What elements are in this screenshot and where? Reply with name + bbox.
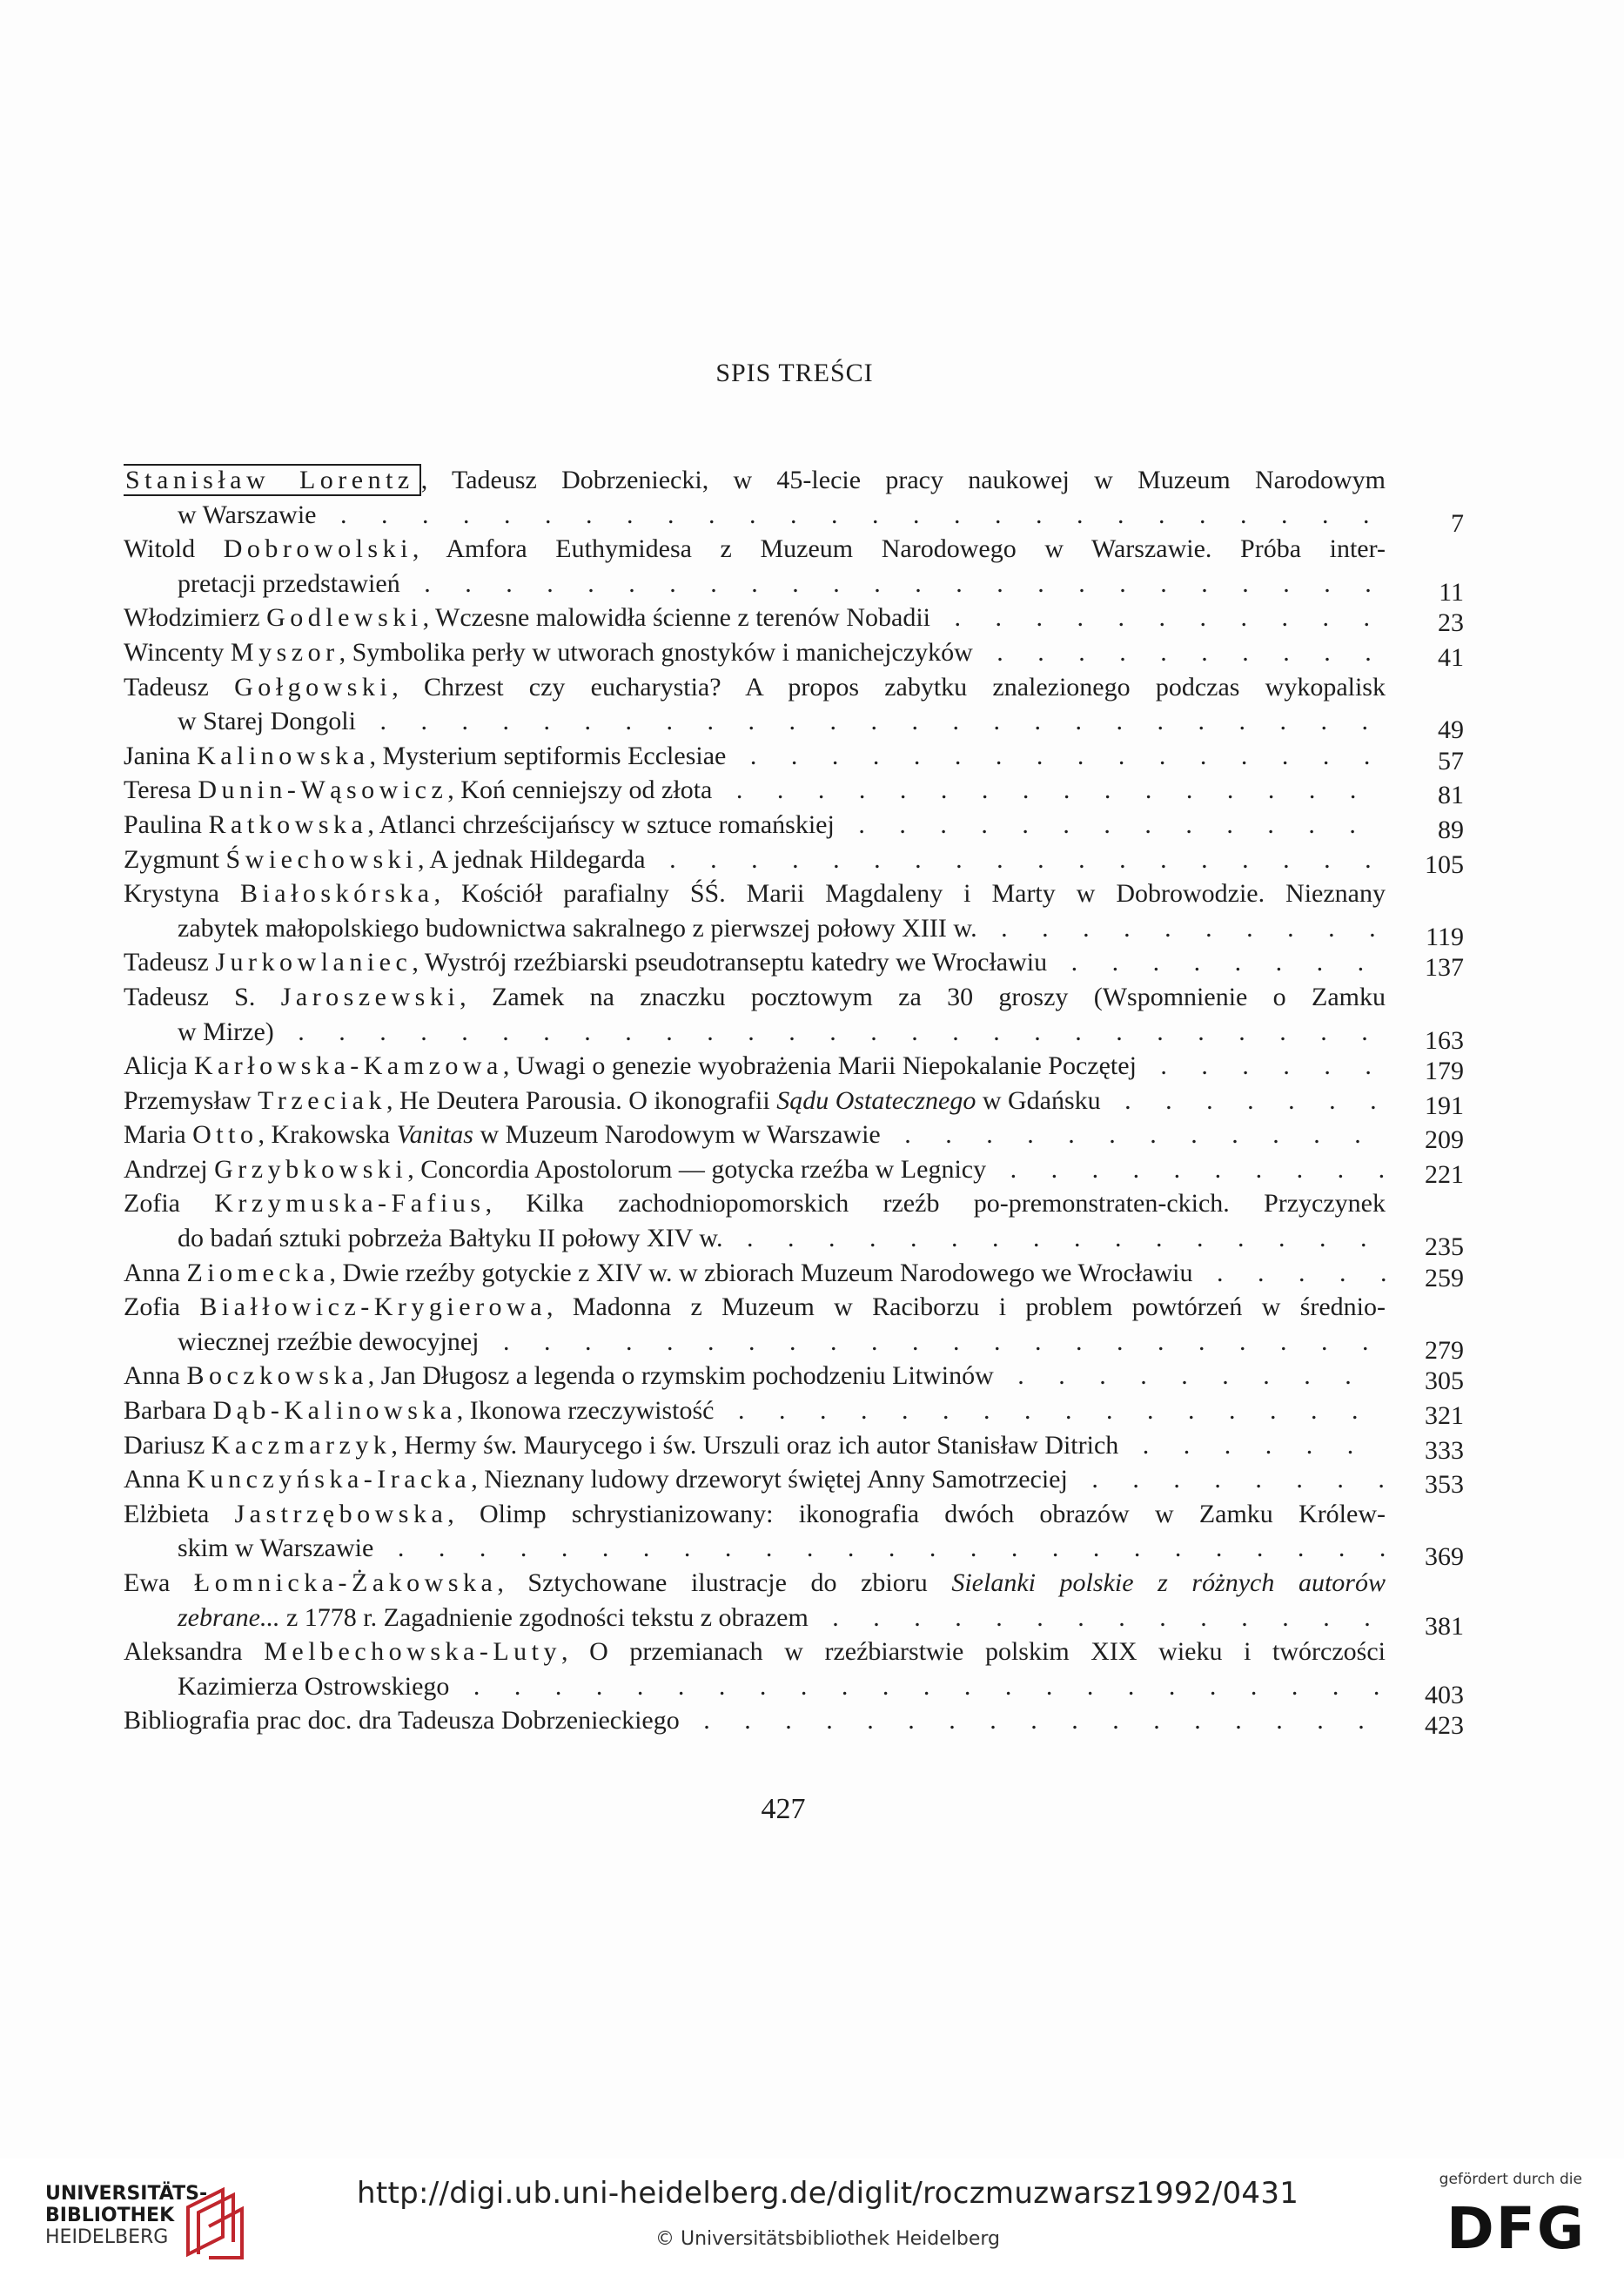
author-surname: Świechowski bbox=[225, 844, 418, 874]
author-surname: Dobrowolski bbox=[223, 534, 413, 564]
toc-entry bbox=[124, 1152, 1464, 1187]
toc-entry-line bbox=[124, 670, 1386, 705]
toc-entry-line-leader bbox=[124, 945, 1386, 980]
author-surname: Melbechowska-Luty bbox=[264, 1637, 561, 1667]
library-logo[interactable] bbox=[45, 2174, 245, 2261]
toc-entry-line bbox=[124, 1186, 1386, 1221]
entry-text: Tadeusz bbox=[124, 672, 235, 702]
entry-text: Aleksandra bbox=[124, 1637, 265, 1667]
entry-text: , Chrzest czy eucharystia? A propos zabytku znalezionego podczas wykopalisk bbox=[392, 672, 1386, 702]
toc-entry bbox=[124, 1497, 1464, 1572]
library-name-line1: UNIVERSITÄTS- bbox=[45, 2183, 208, 2205]
entry-text: do badań sztuki pobrzeża Bałtyku II połowy XIV w. bbox=[178, 1224, 723, 1253]
author-surname: Stanisław Lorentz bbox=[124, 464, 421, 496]
permalink-url[interactable]: http://digi.ub.uni-heidelberg.de/diglit/roczmuzwarsz1992/0431 bbox=[357, 2176, 1299, 2211]
toc-page-number: 23 bbox=[1438, 608, 1464, 638]
toc-page-number: 423 bbox=[1425, 1711, 1464, 1741]
author-surname: Kaczmarzyk bbox=[211, 1430, 392, 1460]
entry-text: Dariusz bbox=[124, 1430, 211, 1460]
entry-text: Zofia bbox=[124, 1292, 200, 1322]
toc-page-number: 105 bbox=[1425, 849, 1464, 879]
entry-text: , Koń cenniejszy od złota bbox=[447, 775, 713, 805]
author-surname: Kalinowska bbox=[197, 741, 370, 770]
entry-text: Krystyna bbox=[124, 879, 240, 909]
entry-text: Barbara bbox=[124, 1396, 213, 1426]
entry-text: Kazimierza Ostrowskiego bbox=[178, 1671, 450, 1701]
toc-entry bbox=[124, 1393, 1464, 1431]
toc-entry-line-leader bbox=[124, 739, 1386, 774]
entry-text: w Starej Dongoli bbox=[178, 707, 356, 736]
entry-text: Bibliografia prac doc. dra Tadeusza Dobrzenieckiego bbox=[124, 1706, 680, 1736]
italic-title: zebrane... bbox=[178, 1602, 280, 1632]
toc-page-number: 137 bbox=[1425, 953, 1464, 983]
author-surname: Myszor bbox=[230, 637, 339, 667]
dfg-logo[interactable]: DFG bbox=[1446, 2195, 1586, 2262]
entry-text: Teresa bbox=[124, 775, 198, 805]
toc-page-number: 279 bbox=[1425, 1335, 1464, 1365]
toc-entry-line bbox=[124, 1497, 1386, 1532]
toc-entry bbox=[124, 1635, 1464, 1709]
entry-text: Ewa bbox=[124, 1568, 194, 1597]
entry-text: w Gdańsku bbox=[976, 1085, 1101, 1115]
entry-text: Maria bbox=[124, 1120, 193, 1150]
entry-text: Paulina bbox=[124, 809, 209, 839]
toc-entry-line-leader bbox=[124, 1428, 1386, 1463]
toc-page-number: 89 bbox=[1438, 815, 1464, 844]
entry-text: , Mysterium septiformis Ecclesiae bbox=[369, 741, 727, 770]
toc-entry-line-leader bbox=[124, 843, 1386, 877]
author-surname: Otto bbox=[192, 1120, 258, 1150]
toc-entry bbox=[124, 773, 1464, 808]
toc-entry-line bbox=[124, 463, 1386, 498]
entry-text: Wincenty bbox=[124, 637, 231, 667]
toc-entry-line bbox=[124, 1566, 1386, 1601]
toc-page-number: 191 bbox=[1425, 1091, 1464, 1120]
author-surname: Ziomecka bbox=[186, 1258, 330, 1287]
toc-page-number: 381 bbox=[1425, 1611, 1464, 1641]
author-surname: Jurkowlaniec bbox=[215, 948, 413, 977]
entry-text: , Kościół parafialny ŚŚ. Marii Magdaleny i Marty w Dobrowodzie. Nieznany bbox=[433, 879, 1386, 909]
toc-page-number: 163 bbox=[1425, 1025, 1464, 1055]
toc-entry bbox=[124, 635, 1464, 670]
entry-text: Janina bbox=[124, 741, 198, 770]
toc-entry-line-leader bbox=[124, 911, 1386, 946]
toc-entry-line bbox=[124, 1635, 1386, 1669]
toc-entry-line bbox=[124, 876, 1386, 911]
entry-text: Włodzimierz bbox=[124, 603, 267, 633]
footer-bar bbox=[0, 2159, 1624, 2276]
toc-page-number: 11 bbox=[1439, 577, 1464, 607]
toc-entry-line-leader bbox=[124, 601, 1386, 635]
toc-entry-line-leader bbox=[124, 1049, 1386, 1084]
author-surname: Karłowska-Kamzowa bbox=[193, 1051, 503, 1081]
entry-text: wiecznej rzeźbie dewocyjnej bbox=[178, 1326, 480, 1356]
entry-text: , Sztychowane ilustracje do zbioru bbox=[497, 1568, 952, 1597]
entry-text: Przemysław bbox=[124, 1085, 258, 1115]
toc-entry bbox=[124, 980, 1464, 1055]
entry-text: Zygmunt bbox=[124, 844, 226, 874]
toc-entry-line-leader bbox=[124, 1256, 1386, 1291]
toc-page-number: 333 bbox=[1425, 1435, 1464, 1465]
entry-text: zabytek małopolskiego budownictwa sakralnego z pierwszej połowy XIII w. bbox=[178, 913, 977, 943]
toc-entry-line-leader bbox=[124, 567, 1386, 601]
entry-text: Witold bbox=[124, 534, 224, 564]
entry-text: Alicja bbox=[124, 1051, 194, 1081]
entry-text: , Symbolika perły w utworach gnostyków i manichejczyków bbox=[339, 637, 973, 667]
entry-text: , Tadeusz Dobrzeniecki, w 45-lecie pracy naukowej w Muzeum Narodowym bbox=[420, 466, 1386, 494]
entry-text: , O przemianach w rzeźbiarstwie polskim XIX wieku i twórczości bbox=[560, 1637, 1386, 1667]
toc-page-number: 41 bbox=[1438, 642, 1464, 672]
toc-page-number: 7 bbox=[1451, 508, 1464, 538]
entry-text: skim w Warszawie bbox=[178, 1534, 374, 1563]
toc-entry-line-leader bbox=[124, 1462, 1386, 1497]
toc-page-number: 321 bbox=[1425, 1401, 1464, 1431]
toc-page-number: 57 bbox=[1438, 746, 1464, 775]
entry-text: w Muzeum Narodowym w Warszawie bbox=[473, 1120, 881, 1150]
toc-page-number: 369 bbox=[1425, 1542, 1464, 1572]
toc-entry bbox=[124, 601, 1464, 638]
author-surname: Grzybkowski bbox=[214, 1154, 408, 1184]
toc-entry-line-leader bbox=[124, 704, 1386, 739]
toc-entry bbox=[124, 876, 1464, 951]
toc-entry-line-leader bbox=[124, 1669, 1386, 1704]
toc-entry-line-leader bbox=[124, 1601, 1386, 1635]
entry-text: , Atlanci chrześcijańscy w sztuce romańskiej bbox=[367, 809, 835, 839]
author-surname: Kunczyńska-Iracka bbox=[186, 1465, 472, 1494]
entry-text: , Madonna z Muzeum w Raciborzu i problem powtórzeń w średnio- bbox=[547, 1292, 1386, 1322]
toc-entry bbox=[124, 1359, 1464, 1396]
author-surname: Krzymuska-Fafius bbox=[214, 1189, 486, 1219]
toc-entry bbox=[124, 1186, 1464, 1262]
author-surname: Białłowicz-Krygierowa bbox=[199, 1292, 547, 1322]
library-name-line3: HEIDELBERG bbox=[45, 2226, 169, 2248]
author-surname: Gołgowski bbox=[234, 672, 393, 702]
toc-page-number: 259 bbox=[1425, 1263, 1464, 1292]
toc-page-number: 221 bbox=[1425, 1159, 1464, 1189]
toc-entry-line-leader bbox=[124, 1118, 1386, 1152]
author-surname: Jaroszewski bbox=[280, 982, 460, 1011]
toc-page-number: 179 bbox=[1425, 1057, 1464, 1086]
toc-page-number: 403 bbox=[1425, 1680, 1464, 1709]
library-name-line2: BIBLIOTHEK bbox=[45, 2205, 175, 2226]
entry-text: , Wystrój rzeźbiarski pseudotranseptu katedry we Wrocławiu bbox=[412, 948, 1048, 977]
toc-page-number: 235 bbox=[1425, 1232, 1464, 1262]
entry-text: Andrzej bbox=[124, 1154, 215, 1184]
toc-entry bbox=[124, 843, 1464, 877]
author-surname: Białoskórska bbox=[239, 879, 434, 909]
entry-text: , Ikonowa rzeczywistość bbox=[456, 1396, 715, 1426]
entry-text: , Nieznany ludowy drzeworyt świętej Anny Samotrzeciej bbox=[471, 1465, 1068, 1494]
toc-entry bbox=[124, 1703, 1464, 1741]
toc-entry bbox=[124, 463, 1464, 538]
entry-text: , Kilka zachodniopomorskich rzeźb po-premonstraten-ckich. Przyczynek bbox=[485, 1189, 1386, 1219]
toc-entry bbox=[124, 1462, 1464, 1500]
entry-text: , Krakowska bbox=[258, 1120, 397, 1150]
toc-entry bbox=[124, 1290, 1464, 1365]
toc-page-number: 305 bbox=[1425, 1366, 1464, 1396]
toc-entry bbox=[124, 739, 1464, 774]
entry-text: , He Deutera Parousia. O ikonografii bbox=[386, 1085, 777, 1115]
toc-entry-line-leader bbox=[124, 1015, 1386, 1050]
toc-page-number: 353 bbox=[1425, 1470, 1464, 1500]
author-surname: Godlewski bbox=[266, 603, 423, 633]
author-surname: Dunin-Wąsowicz bbox=[198, 775, 448, 805]
toc-entry-line-leader bbox=[124, 1359, 1386, 1393]
toc-entry-line-leader bbox=[124, 635, 1386, 670]
author-surname: Ratkowska bbox=[208, 809, 368, 839]
entry-text: , A jednak Hildegarda bbox=[418, 844, 646, 874]
table-of-contents bbox=[124, 463, 1464, 1741]
author-surname: Boczkowska bbox=[186, 1361, 368, 1391]
entry-text: , Concordia Apostolorum — gotycka rzeźba w Legnicy bbox=[407, 1154, 987, 1184]
entry-text: Elżbieta bbox=[124, 1499, 235, 1528]
entry-text: , Olimp schrystianizowany: ikonografia dwóch obrazów w Zamku Królew- bbox=[447, 1499, 1386, 1528]
toc-entry bbox=[124, 1084, 1464, 1118]
entry-text: Tadeusz bbox=[124, 948, 216, 977]
toc-entry-line-leader bbox=[124, 1221, 1386, 1256]
toc-entry bbox=[124, 945, 1464, 983]
entry-text: Tadeusz S. bbox=[124, 982, 281, 1011]
toc-page-number: 209 bbox=[1425, 1125, 1464, 1155]
toc-entry-line-leader bbox=[124, 1152, 1386, 1187]
italic-title: Sądu Ostatecznego bbox=[776, 1085, 976, 1115]
copyright-text: © Universitätsbibliothek Heidelberg bbox=[655, 2228, 1001, 2250]
entry-text: , Uwagi o genezie wyobrażenia Marii Niepokalanie Poczętej bbox=[502, 1051, 1137, 1081]
entry-text: Anna bbox=[124, 1465, 187, 1494]
toc-page-number: 49 bbox=[1438, 715, 1464, 745]
toc-entry-line bbox=[124, 1290, 1386, 1325]
entry-text: Anna bbox=[124, 1361, 187, 1391]
author-surname: Trzeciak bbox=[258, 1085, 386, 1115]
author-surname: Jastrzębowska bbox=[234, 1499, 448, 1528]
toc-entry bbox=[124, 670, 1464, 745]
entry-text: , Wczesne malowidła ścienne z terenów Nobadii bbox=[422, 603, 930, 633]
italic-title: Vanitas bbox=[396, 1120, 473, 1150]
library-emblem-icon bbox=[178, 2174, 247, 2261]
author-surname: Łomnicka-Żakowska bbox=[193, 1568, 498, 1597]
toc-entry-line-leader bbox=[124, 1325, 1386, 1360]
italic-title: Sielanki polskie z różnych autorów bbox=[951, 1568, 1386, 1597]
toc-entry bbox=[124, 808, 1464, 843]
toc-entry bbox=[124, 1566, 1464, 1641]
entry-text: pretacji przedstawień bbox=[178, 568, 400, 598]
toc-page-number: 119 bbox=[1426, 922, 1464, 951]
entry-text: , Hermy św. Maurycego i św. Urszuli oraz ich autor Stanisław Ditrich bbox=[391, 1430, 1119, 1460]
entry-text: w Mirze) bbox=[178, 1017, 274, 1046]
entry-text: , Amfora Euthymidesa z Muzeum Narodowego w Warszawie. Próba inter- bbox=[412, 534, 1386, 564]
entry-text: w Warszawie bbox=[178, 500, 317, 529]
toc-entry-line-leader bbox=[124, 498, 1386, 533]
toc-page-number: 81 bbox=[1438, 781, 1464, 810]
entry-text: , Dwie rzeźby gotyckie z XIV w. w zbiorach Muzeum Narodowego we Wrocławiu bbox=[329, 1258, 1193, 1287]
entry-text: Anna bbox=[124, 1258, 187, 1287]
page-number: 427 bbox=[761, 1793, 806, 1825]
toc-entry bbox=[124, 1049, 1464, 1084]
page-title: SPIS TREŚCI bbox=[715, 359, 874, 387]
funding-label: gefördert durch die bbox=[1439, 2171, 1582, 2188]
toc-entry-line-leader bbox=[124, 773, 1386, 808]
entry-text: , Jan Długosz a legenda o rzymskim pochodzeniu Litwinów bbox=[367, 1361, 994, 1391]
toc-entry-line bbox=[124, 980, 1386, 1015]
entry-text: , Zamek na znaczku pocztowym za 30 groszy (Wspomnienie o Zamku bbox=[460, 982, 1386, 1011]
toc-entry bbox=[124, 1118, 1464, 1155]
entry-text: z 1778 r. Zagadnienie zgodności tekstu z obrazem bbox=[279, 1602, 809, 1632]
toc-entry-line-leader bbox=[124, 1531, 1386, 1566]
toc-entry-line-leader bbox=[124, 1703, 1386, 1738]
author-surname: Dąb-Kalinowska bbox=[212, 1396, 457, 1426]
toc-entry bbox=[124, 1428, 1464, 1463]
toc-entry-line-leader bbox=[124, 808, 1386, 843]
toc-entry-line-leader bbox=[124, 1084, 1386, 1118]
toc-entry-line bbox=[124, 532, 1386, 567]
toc-entry bbox=[124, 1256, 1464, 1291]
toc-entry bbox=[124, 532, 1464, 607]
entry-text: Zofia bbox=[124, 1189, 215, 1219]
toc-entry-line-leader bbox=[124, 1393, 1386, 1428]
